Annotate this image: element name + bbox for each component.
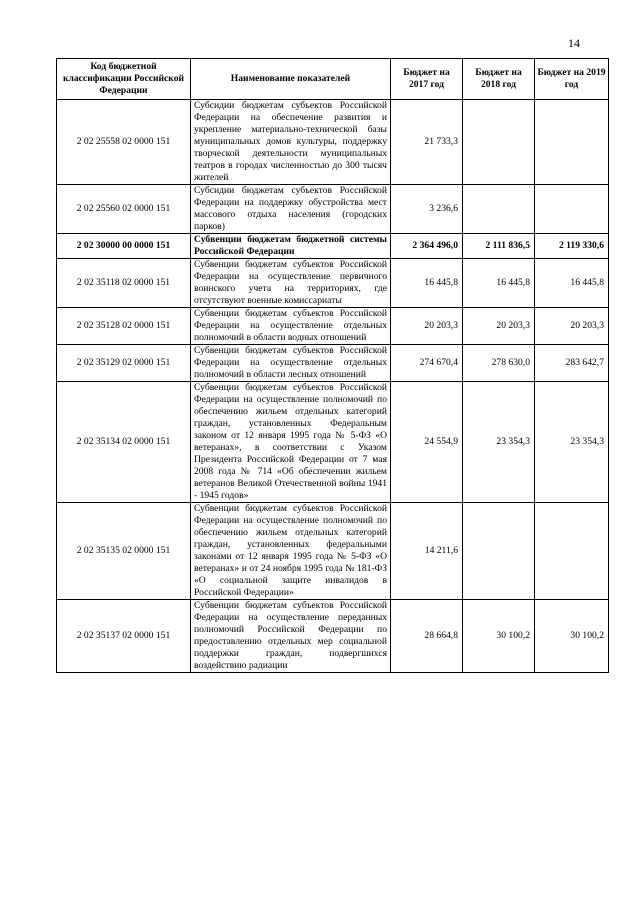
row-budget-2017: 24 554,9 <box>391 382 463 503</box>
row-budget-2017: 28 664,8 <box>391 600 463 673</box>
row-budget-2017: 14 211,6 <box>391 503 463 600</box>
row-budget-2018: 278 630,0 <box>463 345 535 382</box>
row-budget-2019: 16 445,8 <box>535 259 609 308</box>
row-name: Субвенции бюджетам субъектов Российской Федерации на осуществление переданных полномочий Российской Федерации по предоставлению отдельных мер социальной поддержки граждан, подвергшихся воздействию радиации <box>191 600 391 673</box>
header-name: Наименование показателей <box>191 59 391 100</box>
header-2017: Бюджет на 2017 год <box>391 59 463 100</box>
row-budget-2017: 274 670,4 <box>391 345 463 382</box>
table-row <box>57 185 609 234</box>
row-budget-2019: 30 100,2 <box>535 600 609 673</box>
page-number: 14 <box>568 36 580 50</box>
row-budget-2019: 23 354,3 <box>535 382 609 503</box>
row-budget-2017: 3 236,6 <box>391 185 463 234</box>
row-budget-2019: 283 642,7 <box>535 345 609 382</box>
header-code: Код бюджетной классификации Российской Федерации <box>57 59 191 100</box>
row-budget-2019 <box>535 185 609 234</box>
row-budget-2018: 23 354,3 <box>463 382 535 503</box>
table-row <box>57 345 609 382</box>
row-name: Субвенции бюджетам субъектов Российской Федерации на осуществление отдельных полномочий в области лесных отношений <box>191 345 391 382</box>
row-name: Субвенции бюджетам субъектов Российской Федерации на осуществление полномочий по обеспечению жильем отдельных категорий граждан, установленных федеральными законами от 12 января 1995 года № 5-ФЗ «О ветеранах» и от 24 ноября 1995 года № 181-ФЗ «О социальной защите инвалидов в Российской Федерации» <box>191 503 391 600</box>
row-code: 2 02 35137 02 0000 151 <box>57 600 191 673</box>
row-budget-2018 <box>463 503 535 600</box>
row-name: Субвенции бюджетам бюджетной системы Российской Федерации <box>191 234 391 259</box>
row-code: 2 02 25560 02 0000 151 <box>57 185 191 234</box>
row-budget-2019 <box>535 503 609 600</box>
row-budget-2019: 2 119 330,6 <box>535 234 609 259</box>
row-code: 2 02 35129 02 0000 151 <box>57 345 191 382</box>
row-budget-2017: 21 733,3 <box>391 100 463 185</box>
table-row-total <box>57 234 609 259</box>
row-code: 2 02 35118 02 0000 151 <box>57 259 191 308</box>
row-name: Субвенции бюджетам субъектов Российской Федерации на осуществление отдельных полномочий в области водных отношений <box>191 308 391 345</box>
row-code: 2 02 30000 00 0000 151 <box>57 234 191 259</box>
table-row <box>57 259 609 308</box>
table-row <box>57 308 609 345</box>
table-row <box>57 382 609 503</box>
table-header-row <box>57 59 609 100</box>
row-budget-2017: 2 364 496,0 <box>391 234 463 259</box>
header-2018: Бюджет на 2018 год <box>463 59 535 100</box>
row-name: Субсидии бюджетам субъектов Российской Федерации на обеспечение развития и укрепление материально-технической базы муниципальных домов культуры, поддержку творческой деятельности муниципальных театров в городах численностью до 300 тысяч жителей <box>191 100 391 185</box>
row-name: Субвенции бюджетам субъектов Российской Федерации на осуществление первичного воинского учета на территориях, где отсутствуют военные комиссариаты <box>191 259 391 308</box>
table-row <box>57 503 609 600</box>
row-code: 2 02 35135 02 0000 151 <box>57 503 191 600</box>
row-budget-2018: 2 111 836,5 <box>463 234 535 259</box>
row-code: 2 02 35128 02 0000 151 <box>57 308 191 345</box>
row-name: Субсидии бюджетам субъектов Российской Федерации на поддержку обустройства мест массового отдыха населения (городских парков) <box>191 185 391 234</box>
row-name: Субвенции бюджетам субъектов Российской Федерации на осуществление полномочий по обеспечению жильем отдельных категорий граждан, установленных Федеральным законом от 12 января 1995 года № 5-ФЗ «О ветеранах», в соответствии с Указом Президента Российской Федерации от 7 мая 2008 года № 714 «Об обеспечении жильем ветеранов Великой Отечественной войны 1941 - 1945 годов» <box>191 382 391 503</box>
table-row <box>57 600 609 673</box>
row-budget-2017: 16 445,8 <box>391 259 463 308</box>
row-budget-2018: 16 445,8 <box>463 259 535 308</box>
row-code: 2 02 35134 02 0000 151 <box>57 382 191 503</box>
row-budget-2018: 20 203,3 <box>463 308 535 345</box>
row-budget-2019 <box>535 100 609 185</box>
row-budget-2018 <box>463 185 535 234</box>
row-code: 2 02 25558 02 0000 151 <box>57 100 191 185</box>
row-budget-2018: 30 100,2 <box>463 600 535 673</box>
table-row <box>57 100 609 185</box>
budget-table <box>56 58 609 673</box>
header-2019: Бюджет на 2019 год <box>535 59 609 100</box>
row-budget-2019: 20 203,3 <box>535 308 609 345</box>
row-budget-2018 <box>463 100 535 185</box>
row-budget-2017: 20 203,3 <box>391 308 463 345</box>
